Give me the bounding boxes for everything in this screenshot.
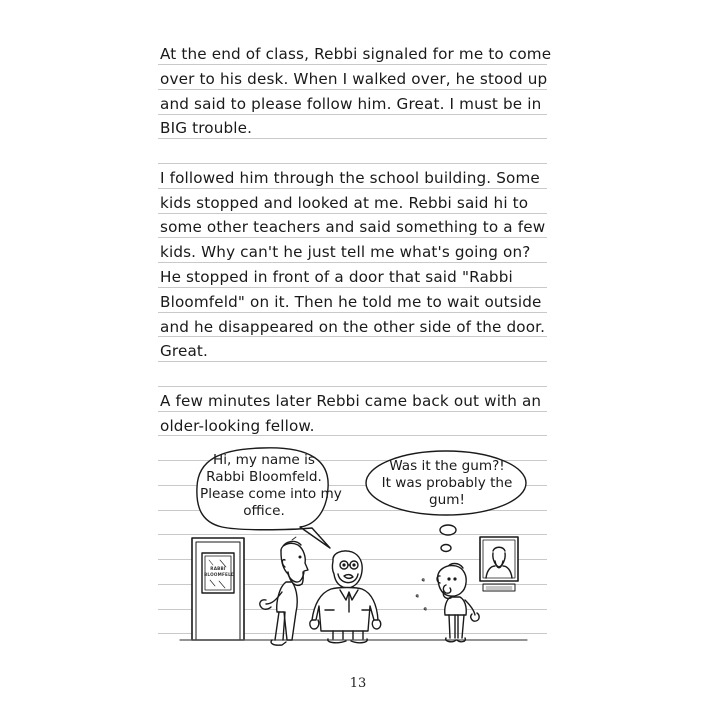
- thought-line: Was it the gum?!: [389, 458, 505, 474]
- speech-bubble-text: [200, 452, 342, 520]
- text-line: kids stopped and looked at me. Rebbi said hi to: [160, 194, 529, 212]
- speech-line: office.: [243, 503, 285, 519]
- door-sign-line: BLOOMFELD: [204, 572, 235, 577]
- text-line: BIG trouble.: [160, 119, 253, 137]
- door-sign-line: RABBI: [210, 566, 226, 571]
- text-line: over to his desk. When I walked over, he stood up: [160, 70, 548, 88]
- door-sign: [204, 566, 235, 578]
- text-line: Great.: [160, 342, 209, 360]
- narrator-boy-character: [416, 564, 479, 642]
- speech-line: Hi, my name is: [213, 452, 315, 468]
- speech-line: Rabbi Bloomfeld.: [206, 469, 322, 485]
- speech-line: Please come into my: [200, 486, 342, 502]
- text-line: At the end of class, Rebbi signaled for me to come: [160, 45, 552, 63]
- rabbi-bloomfeld-character: [310, 551, 381, 643]
- text-line: and he disappeared on the other side of the door.: [160, 318, 546, 336]
- thought-line: gum!: [429, 492, 465, 508]
- text-line: older-looking fellow.: [160, 417, 315, 435]
- thought-line: It was probably the: [381, 475, 513, 491]
- text-line: Bloomfeld" on it. Then he told me to wait outside: [160, 293, 542, 311]
- text-line: I followed him through the school building. Some: [160, 169, 540, 187]
- rebbi-character: [260, 537, 308, 645]
- text-line: some other teachers and said something to a few: [160, 218, 546, 236]
- text-line: A few minutes later Rebbi came back out with an: [160, 392, 542, 410]
- text-line: and said to please follow him. Great. I must be in: [160, 95, 542, 113]
- door: [192, 538, 244, 640]
- text-line: He stopped in front of a door that said "Rabbi: [160, 268, 513, 286]
- text-line: kids. Why can't he just tell me what's going on?: [160, 243, 531, 261]
- thought-bubble-text: [366, 458, 528, 509]
- wall-portrait: [480, 537, 518, 591]
- page-number: 13: [349, 676, 367, 691]
